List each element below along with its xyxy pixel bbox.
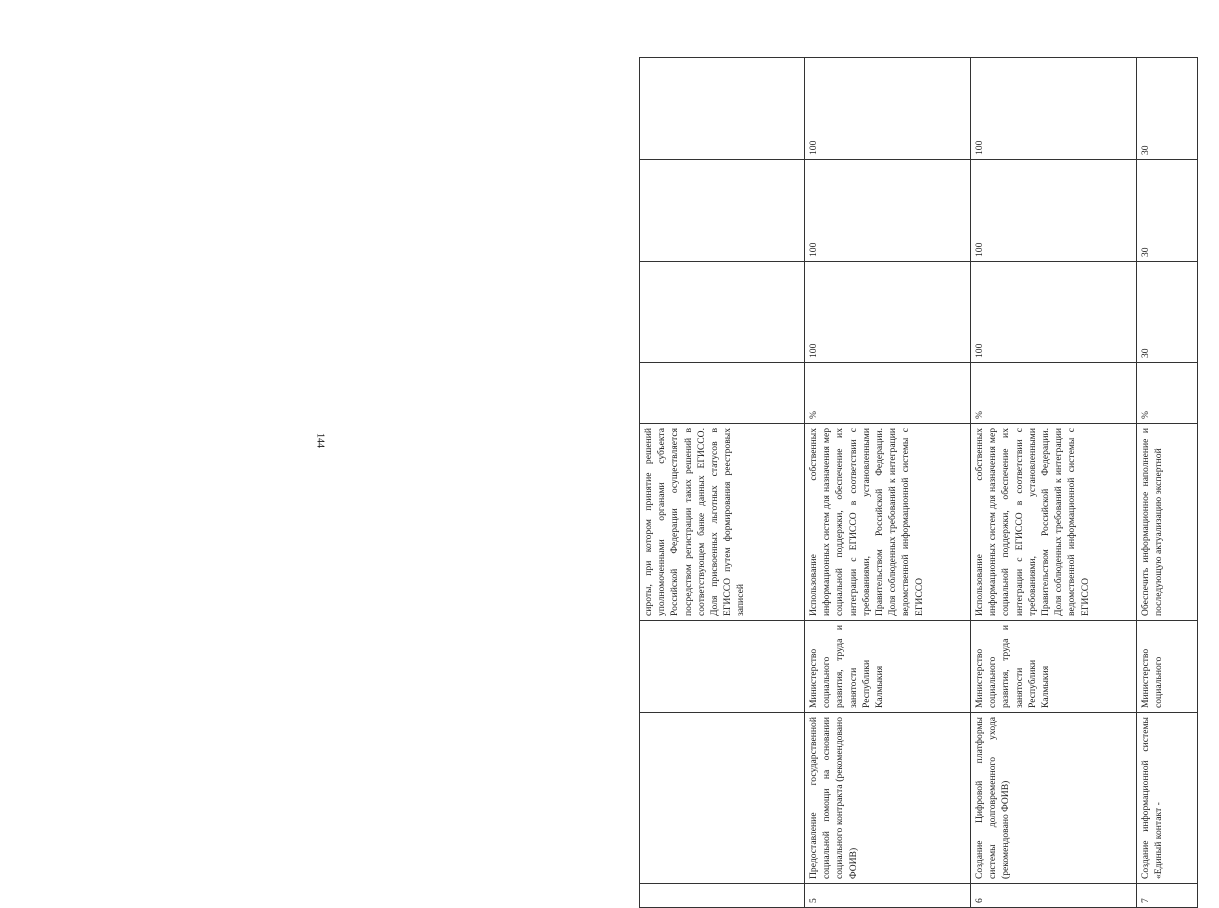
cell-value-2: 30 [1137,160,1198,262]
cell-unit: % [1137,363,1198,424]
cell-no: 5 [805,884,971,908]
cell-no: 7 [1137,884,1198,908]
cell-executor [640,621,805,713]
cell-value-1: 30 [1137,262,1198,363]
cell-value-2: 100 [805,160,971,262]
cell-indicator: Обеспечить информационное наполнение и последующую актуализацию экспертной [1137,424,1198,621]
cell-value-3: 100 [971,58,1137,160]
cell-indicator: сироты, при котором принятие решений уполномоченными органами субъекта Российской Федерации осуществляется посредством регистрации таких решений в соответствующем банке данных ЕГИССО. Доля присвоенных льготных статусов в ЕГИССО путем формирования реестровых записей [640,424,805,621]
cell-event: Создание Цифровой платформы системы долговременного ухода (рекомендовано ФОИВ) [971,713,1137,884]
cell-value-1: 100 [971,262,1137,363]
cell-event: Предоставление государственной социальной помощи на основании социального контракта (рекомендовано ФОИВ) [805,713,971,884]
cell-value-3: 30 [1137,58,1198,160]
cell-value-2: 100 [971,160,1137,262]
table-row [1137,58,1198,908]
cell-no: 6 [971,884,1137,908]
table-row [640,58,805,908]
table-row [971,58,1137,908]
cell-executor: Министерство социального [1137,621,1198,713]
cell-indicator: Использование собственных информационных систем для назначения мер социальной поддержки, обеспечение их интеграции с ЕГИССО в соответствии с требованиями, установленными Правительством Российской Федерации. Доля соблюденных требований к интеграции ведомственной информационной системы с ЕГИССО [805,424,971,621]
page-number: 144 [314,433,326,448]
cell-unit: % [805,363,971,424]
cell-executor: Министерство социального развития, труда и занятости Республики Калмыкия [805,621,971,713]
measures-table [639,57,1198,908]
cell-value-3 [640,58,805,160]
cell-value-2 [640,160,805,262]
cell-event: Создание информационной системы «Единый контакт - [1137,713,1198,884]
cell-no [640,884,805,908]
cell-unit: % [971,363,1137,424]
document-sheet [639,58,1219,908]
cell-indicator: Использование собственных информационных систем для назначения мер социальной поддержки, обеспечение их интеграции с ЕГИССО в соответствии с требованиями, установленными Правительством Российской Федерации. Доля соблюденных требований к интеграции ведомственной информационной системы с ЕГИССО [971,424,1137,621]
cell-value-3: 100 [805,58,971,160]
cell-executor: Министерство социального развития, труда и занятости Республики Калмыкия [971,621,1137,713]
cell-value-1 [640,262,805,363]
cell-unit [640,363,805,424]
table-row [805,58,971,908]
cell-value-1: 100 [805,262,971,363]
cell-event [640,713,805,884]
